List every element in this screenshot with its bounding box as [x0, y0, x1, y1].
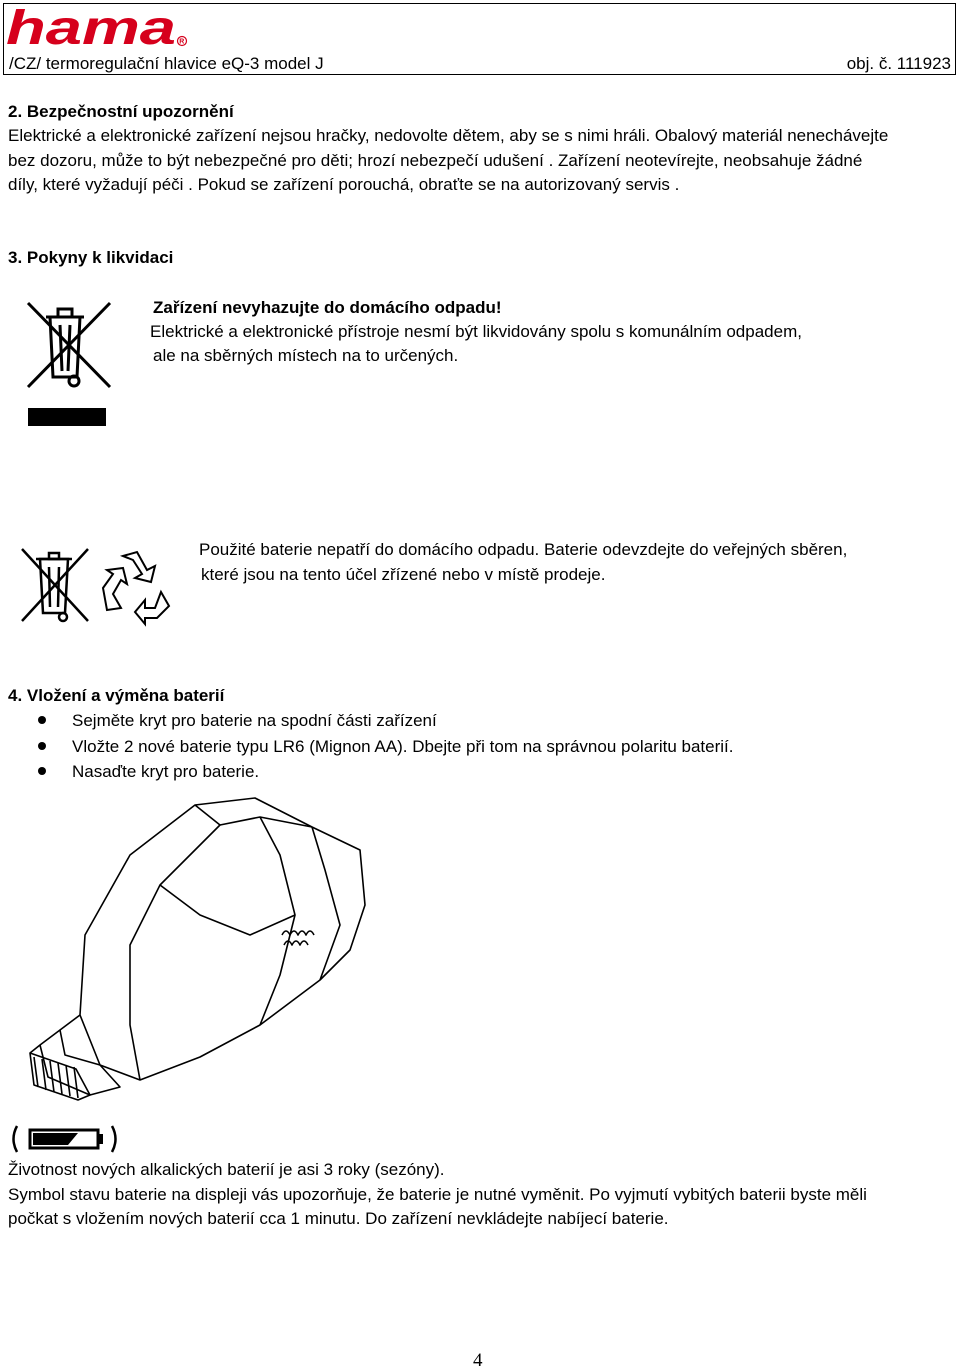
- battery-low-icon: [8, 1122, 123, 1156]
- crossed-battery-bin-icon: [18, 545, 93, 625]
- bullet-dot: [38, 716, 46, 724]
- bullet-item: Sejměte kryt pro baterie na spodní části zařízení: [72, 711, 437, 730]
- battery-note-text: počkat s vložením nových baterií cca 1 minutu. Do zařízení nevkládejte nabíjecí baterie.: [8, 1209, 669, 1228]
- page-number: 4: [473, 1350, 483, 1371]
- battery-disposal-line: Použité baterie nepatří do domácího odpadu. Baterie odevzdejte do veřejných sběren,: [199, 540, 848, 559]
- hama-logo-text: hama: [6, 2, 176, 55]
- section-2-line: bez dozoru, může to být nebezpečné pro děti; hrozí nebezpečí udušení . Zařízení neotevírejte, neobsahuje žádné: [8, 151, 863, 170]
- weee-line: Elektrické a elektronické přístroje nesmí být likvidovány spolu s komunálním odpadem,: [150, 322, 802, 341]
- weee-heading: Zařízení nevyhazujte do domácího odpadu!: [153, 298, 502, 317]
- section-2-title: 2. Bezpečnostní upozornění: [8, 102, 234, 121]
- recycle-icon: [95, 548, 175, 623]
- svg-text:R: R: [179, 38, 185, 46]
- section-2-line: díly, které vyžadují péči . Pokud se zařízení porouchá, obraťte se na autorizovaný servis .: [8, 175, 680, 194]
- section-3-title: 3. Pokyny k likvidaci: [8, 248, 174, 267]
- hama-logo: [6, 2, 191, 55]
- bullet-dot: [38, 742, 46, 750]
- header-box: [3, 3, 956, 75]
- section-2-line: Elektrické a elektronické zařízení nejsou hračky, nedovolte dětem, aby se s nimi hráli. Obalový materiál nenechávejte: [8, 126, 889, 145]
- weee-line: ale na sběrných místech na to určených.: [153, 346, 459, 365]
- bullet-dot: [38, 767, 46, 775]
- header-product-title: /CZ/ termoregulační hlavice eQ-3 model J: [9, 54, 324, 73]
- header-order-number: obj. č. 111923: [846, 54, 951, 73]
- thermostat-head-illustration: [20, 795, 380, 1100]
- crossed-bin-icon: [20, 295, 120, 430]
- bullet-item: Nasaďte kryt pro baterie.: [72, 762, 260, 781]
- section-4-title: 4. Vložení a výměna baterií: [8, 686, 225, 705]
- battery-disposal-line: které jsou na tento účel zřízené nebo v místě prodeje.: [201, 565, 606, 584]
- battery-life-text: Životnost nových alkalických baterií je asi 3 roky (sezóny).: [8, 1160, 445, 1179]
- battery-note-text: Symbol stavu baterie na displeji vás upozorňuje, že baterie je nutné vyměnit. Po vyjmutí vybitých baterii byste měli: [8, 1185, 867, 1204]
- bullet-item: Vložte 2 nové baterie typu LR6 (Mignon AA). Dbejte při tom na správnou polaritu baterií.: [72, 737, 734, 756]
